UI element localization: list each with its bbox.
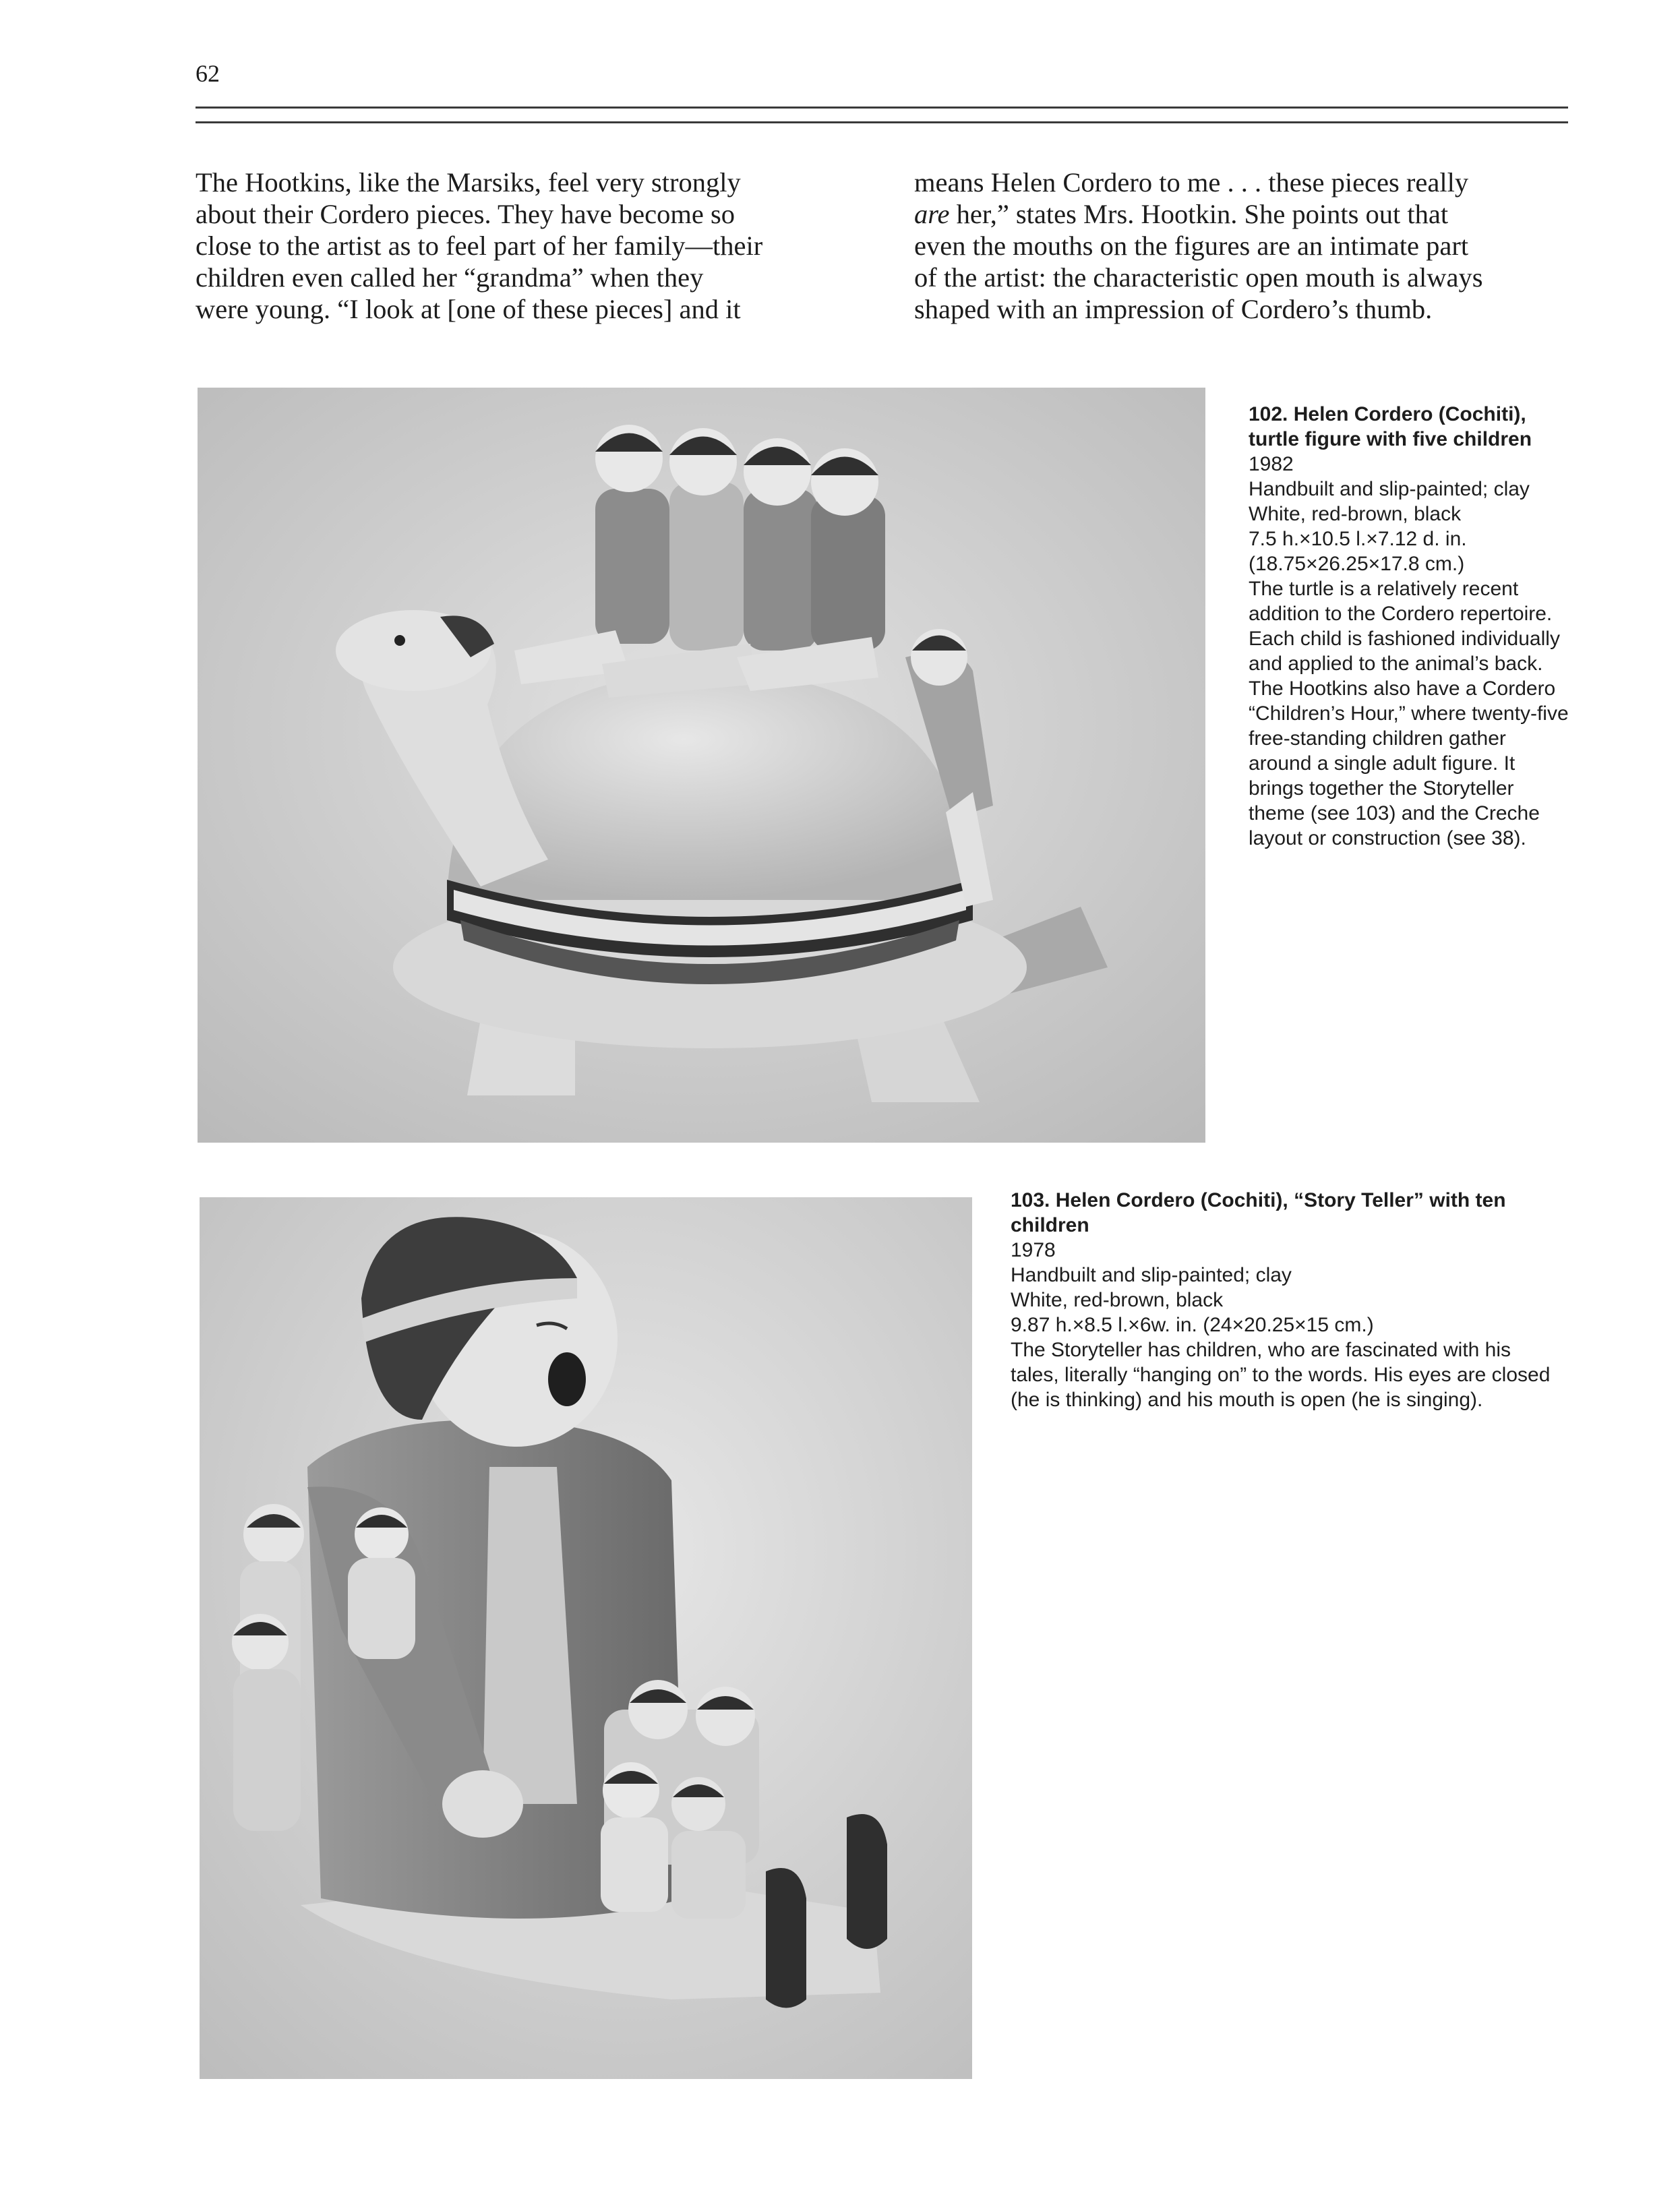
caption-year: 1978: [1011, 1239, 1056, 1261]
text-line: close to the artist as to feel part of her family—their: [196, 231, 763, 261]
emphasis: are: [914, 199, 950, 229]
text-line: of the artist: the characteristic open mouth is always: [914, 262, 1483, 293]
header-rule-top: [196, 107, 1568, 109]
caption-technique: Handbuilt and slip-painted; clay: [1011, 1264, 1292, 1286]
caption-description: The turtle is a relatively recent addition to the Cordero repertoire. Each child is fashioned individually and applied to the animal’s back. The Hootkins also have a Cordero “Children’s Hour,” where twenty-five free-standing children gather around a single adult figure. It brings together the Storyteller theme (see 103) and the Creche layout or construction (see 38).: [1249, 578, 1569, 849]
caption-year: 1982: [1249, 453, 1294, 475]
caption-title: 103. Helen Cordero (Cochiti), “Story Teller” with ten children: [1011, 1189, 1506, 1236]
text-line: shaped with an impression of Cordero’s thumb.: [914, 294, 1433, 324]
caption-technique: Handbuilt and slip-painted; clay: [1249, 478, 1530, 500]
text-line: [914, 198, 1575, 230]
text-line: about their Cordero pieces. They have become so: [196, 199, 735, 229]
caption-colors: White, red-brown, black: [1249, 503, 1462, 525]
caption-title: 102. Helen Cordero (Cochiti), turtle figure with five children: [1249, 403, 1532, 450]
text-line: children even called her “grandma” when they: [196, 262, 704, 293]
intro-text-left-column: [196, 167, 856, 325]
page-number: 62: [196, 60, 220, 87]
caption-dimensions: 9.87 h.×8.5 l.×6w. in. (24×20.25×15 cm.): [1011, 1314, 1374, 1336]
caption-dimensions-in: 7.5 h.×10.5 l.×7.12 d. in.: [1249, 528, 1467, 550]
header-rule-bottom: [196, 121, 1568, 123]
text-line: were young. “I look at [one of these pieces] and it: [196, 294, 741, 324]
turtle-figure-illustration: [198, 388, 1205, 1143]
intro-text-right-column: [914, 167, 1575, 325]
storyteller-figure-photo: [200, 1197, 972, 2079]
caption-figure-103: [1011, 1188, 1563, 1412]
text-line: means Helen Cordero to me . . . these pieces really: [914, 167, 1469, 198]
caption-dimensions-cm: (18.75×26.25×17.8 cm.): [1249, 553, 1465, 575]
caption-description: The Storyteller has children, who are fascinated with his tales, literally “hanging on” to the words. His eyes are closed (he is thinking) and his mouth is open (he is singing).: [1011, 1339, 1551, 1411]
caption-figure-102: [1249, 402, 1572, 851]
text-line: The Hootkins, like the Marsiks, feel very strongly: [196, 167, 741, 198]
text-line: even the mouths on the figures are an intimate part: [914, 231, 1469, 261]
text-run: her,” states Mrs. Hootkin. She points out that: [949, 199, 1449, 229]
caption-colors: White, red-brown, black: [1011, 1289, 1224, 1311]
turtle-figure-photo: [198, 388, 1205, 1143]
storyteller-figure-illustration: [200, 1197, 972, 2079]
